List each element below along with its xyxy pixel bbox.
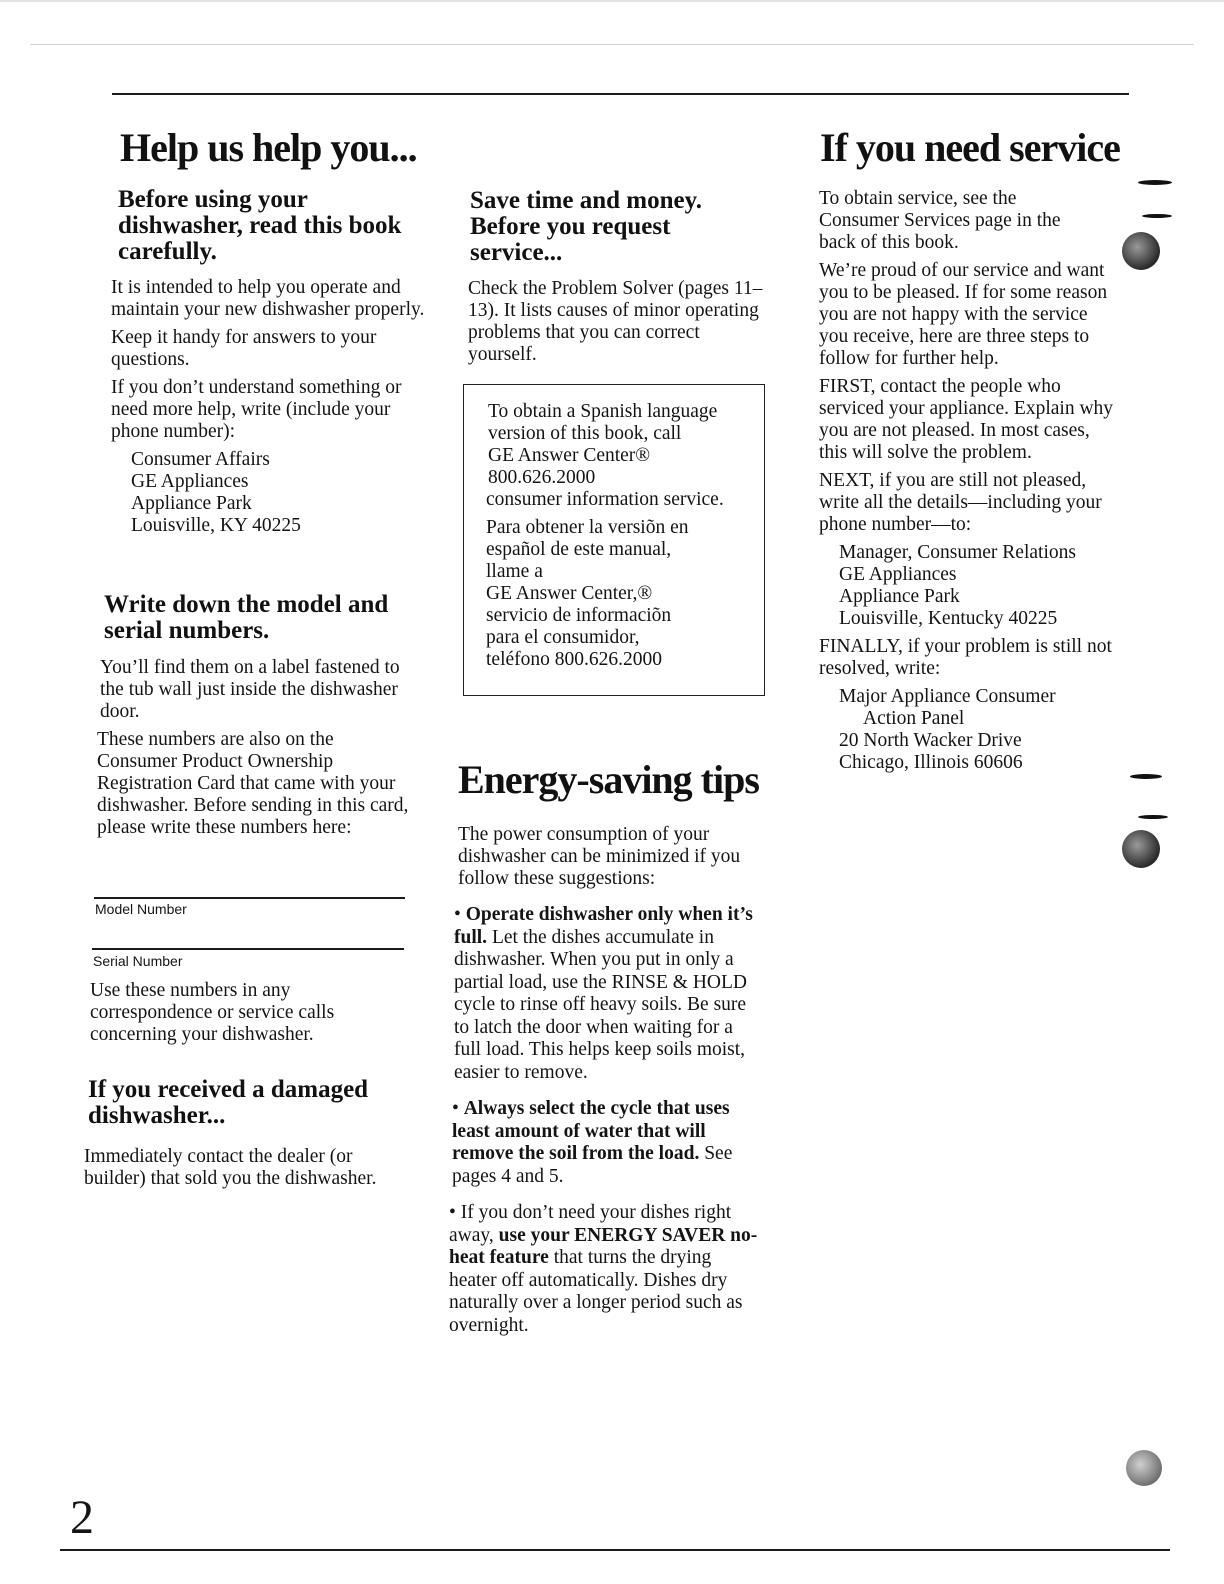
service-finally: FINALLY, if your problem is still not resolved, write: xyxy=(819,636,1112,679)
read-para-2: Keep it handy for answers to your questions. xyxy=(111,327,377,370)
address-line: Major Appliance Consumer xyxy=(839,686,1056,707)
binder-mark xyxy=(1138,815,1168,819)
box-line: teléfono 800.626.2000 xyxy=(486,649,663,670)
address-line: Louisville, Kentucky 40225 xyxy=(839,608,1058,629)
damaged-heading: If you received a damaged dishwasher... xyxy=(88,1076,369,1129)
serial-number-label: Serial Number xyxy=(93,953,183,969)
serial-number-line[interactable] xyxy=(92,948,404,950)
address-line: GE Appliances xyxy=(839,564,957,585)
box-line: 800.626.2000 xyxy=(488,467,596,488)
binder-hole xyxy=(1122,830,1160,868)
service-title: If you need service xyxy=(820,125,1120,170)
read-heading: Before using your dishwasher, read this book carefully. xyxy=(118,186,402,265)
box-line: llame a xyxy=(486,561,543,582)
address-line: Chicago, Illinois 60606 xyxy=(839,752,1023,773)
tip-text: that turns the drying heater off automatically. Dishes dry naturally over a longer period such as overnight. xyxy=(449,1247,743,1336)
address-line: Action Panel xyxy=(863,708,965,729)
bottom-rule xyxy=(60,1549,1170,1551)
tip-text: Let the dishes accumulate in dishwasher. When you put in only a partial load, use the RINSE & HOLD cycle to rinse off heavy soils. Be sure to latch the door when waiting for a full load. This helps keep soils moist, easier to remove. xyxy=(454,926,747,1083)
tip-text: See pages 4 and 5. xyxy=(452,1143,733,1187)
tip-bold: Operate dishwasher only when it’s full. xyxy=(454,904,753,948)
tip-full-load xyxy=(454,904,760,1084)
box-line: To obtain a Spanish language xyxy=(488,401,718,422)
address-line: 20 North Wacker Drive xyxy=(839,730,1022,751)
model-para-2: These numbers are also on the Consumer Product Ownership Registration Card that came with your dishwasher. Before sending in this card, please write these numbers here: xyxy=(97,729,409,838)
use-numbers-para: Use these numbers in any correspondence or service calls concerning your dishwasher. xyxy=(90,980,335,1045)
address-line: Appliance Park xyxy=(839,586,960,607)
box-line: consumer information service. xyxy=(486,489,724,510)
binder-hole xyxy=(1122,232,1160,270)
page-number: 2 xyxy=(70,1491,94,1544)
box-line: servicio de informaciõn xyxy=(486,605,672,626)
energy-tips xyxy=(449,904,760,1351)
box-line: GE Answer Center® xyxy=(488,445,651,466)
service-para-2: We’re proud of our service and want you to be pleased. If for some reason you are not happy with the service you receive, here are three steps to follow for further help. xyxy=(819,260,1108,369)
spanish-box-spanish xyxy=(486,517,750,671)
read-para-3: If you don’t understand something or need more help, write (include your phone number): xyxy=(111,377,402,442)
model-body xyxy=(97,657,418,839)
service-body xyxy=(819,188,1119,780)
service-para-4: NEXT, if you are still not pleased, write all the details—including your phone number—to: xyxy=(819,470,1102,535)
tip-least-water xyxy=(452,1098,760,1188)
scan-artifact-line xyxy=(30,44,1194,45)
tip-bullet: • xyxy=(449,1202,456,1223)
address-line: Louisville, KY 40225 xyxy=(131,515,301,536)
address-line: Manager, Consumer Relations xyxy=(839,542,1076,563)
energy-title: Energy-saving tips xyxy=(458,757,759,802)
model-heading: Write down the model and serial numbers. xyxy=(104,591,389,644)
scan-artifact-top xyxy=(0,0,1224,2)
binder-mark xyxy=(1138,180,1172,185)
box-line: GE Answer Center,® xyxy=(486,583,653,604)
top-rule xyxy=(112,93,1129,95)
binder-mark xyxy=(1130,774,1162,779)
box-line: español de este manual, xyxy=(486,539,672,560)
spanish-box-english xyxy=(488,401,750,511)
help-title: Help us help you... xyxy=(120,125,417,170)
binder-hole xyxy=(1126,1450,1162,1486)
address-line: Consumer Affairs xyxy=(131,449,270,470)
box-line: version of this book, call xyxy=(488,423,682,444)
box-line: Para obtener la versiõn en xyxy=(486,517,689,538)
tip-text: If you don’t need your dishes right away, xyxy=(449,1202,732,1246)
consumer-affairs-address xyxy=(111,449,429,537)
model-para-1: You’ll find them on a label fastened to the tub wall just inside the dishwasher door. xyxy=(100,657,400,722)
tip-bold: use your ENERGY SAVER no-heat feature xyxy=(449,1224,758,1268)
service-para-1: To obtain service, see the Consumer Services page in the back of this book. xyxy=(819,188,1061,253)
model-number-line[interactable] xyxy=(94,897,405,899)
address-line: GE Appliances xyxy=(131,471,249,492)
damaged-para: Immediately contact the dealer (or builder) that sold you the dishwasher. xyxy=(84,1146,377,1189)
tip-bold: Always select the cycle that uses least amount of water that will remove the soil from the load. xyxy=(452,1098,730,1164)
spanish-info-box xyxy=(463,384,765,696)
binder-mark xyxy=(1142,214,1172,218)
save-heading: Save time and money. Before you request service... xyxy=(470,187,702,266)
action-panel-address xyxy=(819,686,1119,774)
tip-bullet: • xyxy=(452,1098,459,1119)
tip-bullet: • xyxy=(454,904,461,925)
consumer-relations-address xyxy=(819,542,1119,630)
read-body xyxy=(111,277,429,543)
box-line: para el consumidor, xyxy=(486,627,640,648)
read-para-1: It is intended to help you operate and maintain your new dishwasher properly. xyxy=(111,277,425,320)
address-line: Appliance Park xyxy=(131,493,252,514)
save-para: Check the Problem Solver (pages 11–13). It lists causes of minor operating problems that you can correct yourself. xyxy=(468,278,763,365)
service-para-3: FIRST, contact the people who serviced your appliance. Explain why you are not pleased. In most cases, this will solve the problem. xyxy=(819,376,1114,463)
model-number-label: Model Number xyxy=(95,901,187,917)
tip-energy-saver xyxy=(449,1202,760,1337)
energy-intro: The power consumption of your dishwasher can be minimized if you follow these suggestions: xyxy=(458,824,741,889)
